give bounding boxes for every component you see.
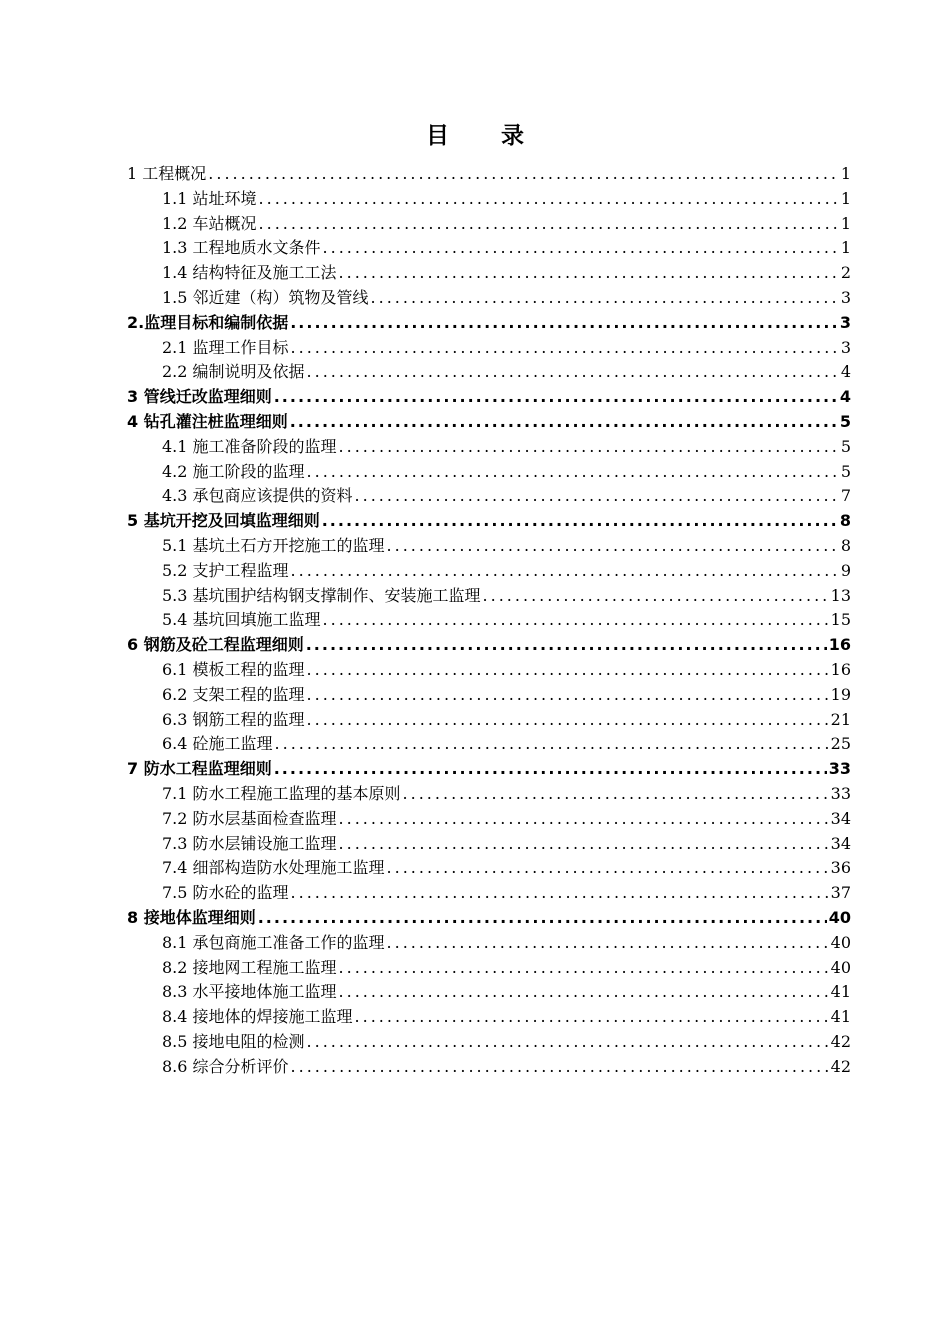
toc-page-number: 2 [840,263,851,283]
toc-page-number: 1 [840,188,851,208]
toc-page-number: 3 [840,287,851,307]
toc-entry-label: 8.4 接地体的焊接施工监理 [162,1007,353,1027]
toc-entry-label: 1 工程概况 [127,164,207,183]
toc-dot-leader [371,286,839,311]
toc-page-number: 42 [830,1056,851,1076]
toc-dot-leader [208,162,839,187]
toc-entry-label: 6 钢筋及砼工程监理细则 [127,635,304,655]
toc-dot-leader [259,212,839,237]
toc-dot-leader [355,484,839,509]
toc-dot-leader [291,336,839,361]
toc-section-entry[interactable] [127,732,851,757]
toc-entry-label: 1.1 站址环境 [162,188,257,208]
toc-dot-leader [387,856,829,881]
toc-chapter-entry[interactable] [127,311,851,336]
toc-entry-label: 8.5 接地电阻的检测 [162,1031,305,1051]
toc-page-number: 16 [830,659,851,679]
toc-section-entry[interactable] [127,658,851,683]
toc-dot-leader [307,360,839,385]
toc-dot-leader [307,683,829,708]
toc-page-number: 21 [830,709,851,729]
toc-page-number: 19 [830,684,851,704]
toc-section-entry[interactable] [127,1055,851,1080]
toc-section-entry[interactable] [127,807,851,832]
toc-entry-label: 1.4 结构特征及施工工法 [162,263,337,283]
toc-dot-leader [307,460,839,485]
toc-page-number: 1 [840,164,851,183]
toc-page-number: 15 [830,610,851,630]
toc-page-number: 16 [828,635,851,655]
toc-section-entry[interactable] [127,534,851,559]
toc-page-number: 40 [830,932,851,952]
toc-dot-leader [290,311,838,336]
toc-page-number: 4 [839,387,851,407]
toc-dot-leader [355,1005,829,1030]
toc-page-number: 34 [830,808,851,828]
toc-page-number: 40 [828,907,851,927]
toc-entry-label: 2.2 编制说明及依据 [162,362,305,382]
toc-page-number: 40 [830,957,851,977]
toc-entry-label: 3 管线迁改监理细则 [127,387,272,407]
toc-page-number: 33 [830,783,851,803]
toc-entry-label: 6.1 模板工程的监理 [162,659,305,679]
toc-entry-label: 4.3 承包商应该提供的资料 [162,486,353,506]
toc-entry-label: 7.1 防水工程施工监理的基本原则 [162,783,401,803]
toc-section-entry[interactable] [127,956,851,981]
toc-page-number: 5 [840,436,851,456]
toc-page-number: 3 [839,312,851,332]
toc-section-entry[interactable] [127,435,851,460]
toc-page-number: 36 [830,858,851,878]
toc-dot-leader [339,980,829,1005]
toc-entry-label: 6.4 砼施工监理 [162,734,273,754]
toc-section-entry[interactable] [127,360,851,385]
toc-page-number: 37 [830,883,851,903]
toc-entry-label: 6.2 支架工程的监理 [162,684,305,704]
toc-page-number: 9 [840,560,851,580]
toc-section-entry[interactable] [127,261,851,286]
toc-page-number: 41 [830,1007,851,1027]
toc-section-entry[interactable] [127,881,851,906]
toc-dot-leader [307,708,829,733]
toc-dot-leader [339,956,829,981]
toc-dot-leader [339,435,839,460]
toc-entry-label: 7.5 防水砼的监理 [162,883,289,903]
toc-page-number: 25 [830,734,851,754]
toc-entry-label: 8.1 承包商施工准备工作的监理 [162,932,385,952]
toc-dot-leader [339,261,839,286]
toc-section-entry[interactable] [127,608,851,633]
toc-section-entry[interactable] [127,1005,851,1030]
toc-chapter-entry[interactable] [127,509,851,534]
toc-entry-label: 8.2 接地网工程施工监理 [162,957,337,977]
toc-entry-label: 4 钻孔灌注桩监理细则 [127,411,288,431]
toc-entry-label: 4.1 施工准备阶段的监理 [162,436,337,456]
toc-page-number: 42 [830,1031,851,1051]
toc-entry-label: 7 防水工程监理细则 [127,759,272,779]
toc-dot-leader [258,906,827,931]
toc-chapter-entry[interactable] [127,162,851,187]
toc-section-entry[interactable] [127,212,851,237]
toc-page-number: 33 [828,759,851,779]
toc-section-entry[interactable] [127,460,851,485]
toc-page-number: 1 [840,213,851,233]
toc-section-entry[interactable] [127,683,851,708]
toc-section-entry[interactable] [127,236,851,261]
toc-section-entry[interactable] [127,584,851,609]
toc-section-entry[interactable] [127,782,851,807]
toc-entry-label: 7.3 防水层铺设施工监理 [162,833,337,853]
toc-dot-leader [275,732,829,757]
toc-entry-label: 2.监理目标和编制依据 [127,312,289,332]
toc-entry-label: 8 接地体监理细则 [127,907,256,927]
toc-dot-leader [307,1030,829,1055]
toc-dot-leader [339,832,829,857]
toc-dot-leader [322,509,838,534]
toc-page-number: 7 [840,486,851,506]
toc-page-number: 13 [830,585,851,605]
toc-entry-label: 5.1 基坑土石方开挖施工的监理 [162,535,385,555]
toc-page-number: 4 [840,362,851,382]
toc-dot-leader [291,559,839,584]
toc-chapter-entry[interactable] [127,633,851,658]
toc-section-entry[interactable] [127,1030,851,1055]
toc-dot-leader [403,782,829,807]
toc-page-number: 8 [840,535,851,555]
toc-section-entry[interactable] [127,336,851,361]
toc-entry-label: 5 基坑开挖及回填监理细则 [127,511,320,531]
toc-dot-leader [483,584,829,609]
toc-dot-leader [307,658,829,683]
toc-dot-leader [323,236,839,261]
toc-dot-leader [290,410,838,435]
toc-section-entry[interactable] [127,187,851,212]
toc-dot-leader [259,187,839,212]
toc-page-number: 1 [840,238,851,258]
toc-dot-leader [339,807,829,832]
toc-entry-label: 6.3 钢筋工程的监理 [162,709,305,729]
table-of-contents [127,162,851,1079]
toc-chapter-entry[interactable] [127,906,851,931]
toc-page-number: 34 [830,833,851,853]
toc-dot-leader [387,931,829,956]
toc-entry-label: 1.2 车站概况 [162,213,257,233]
toc-entry-label: 7.2 防水层基面检查监理 [162,808,337,828]
toc-dot-leader [323,608,829,633]
toc-page-number: 3 [840,337,851,357]
toc-entry-label: 5.4 基坑回填施工监理 [162,610,321,630]
toc-dot-leader [274,385,838,410]
page-title: 目 录 [425,122,546,149]
toc-section-entry[interactable] [127,484,851,509]
toc-chapter-entry[interactable] [127,385,851,410]
toc-entry-label: 1.3 工程地质水文条件 [162,238,321,258]
toc-entry-label: 5.3 基坑围护结构钢支撑制作、安装施工监理 [162,585,481,605]
toc-section-entry[interactable] [127,931,851,956]
toc-entry-label: 2.1 监理工作目标 [162,337,289,357]
toc-page-number: 8 [839,511,851,531]
toc-page-number: 5 [839,411,851,431]
toc-section-entry[interactable] [127,980,851,1005]
toc-entry-label: 1.5 邻近建（构）筑物及管线 [162,287,369,307]
toc-entry-label: 4.2 施工阶段的监理 [162,461,305,481]
toc-section-entry[interactable] [127,559,851,584]
toc-section-entry[interactable] [127,708,851,733]
toc-entry-label: 5.2 支护工程监理 [162,560,289,580]
toc-page-number: 41 [830,982,851,1002]
toc-page-number: 5 [840,461,851,481]
toc-dot-leader [291,1055,829,1080]
toc-entry-label: 8.6 综合分析评价 [162,1056,289,1076]
toc-entry-label: 8.3 水平接地体施工监理 [162,982,337,1002]
toc-chapter-entry[interactable] [127,757,851,782]
toc-dot-leader [306,633,827,658]
toc-dot-leader [291,881,829,906]
toc-dot-leader [387,534,839,559]
toc-section-entry[interactable] [127,832,851,857]
toc-chapter-entry[interactable] [127,410,851,435]
toc-dot-leader [274,757,827,782]
toc-entry-label: 7.4 细部构造防水处理施工监理 [162,858,385,878]
toc-section-entry[interactable] [127,286,851,311]
toc-section-entry[interactable] [127,856,851,881]
